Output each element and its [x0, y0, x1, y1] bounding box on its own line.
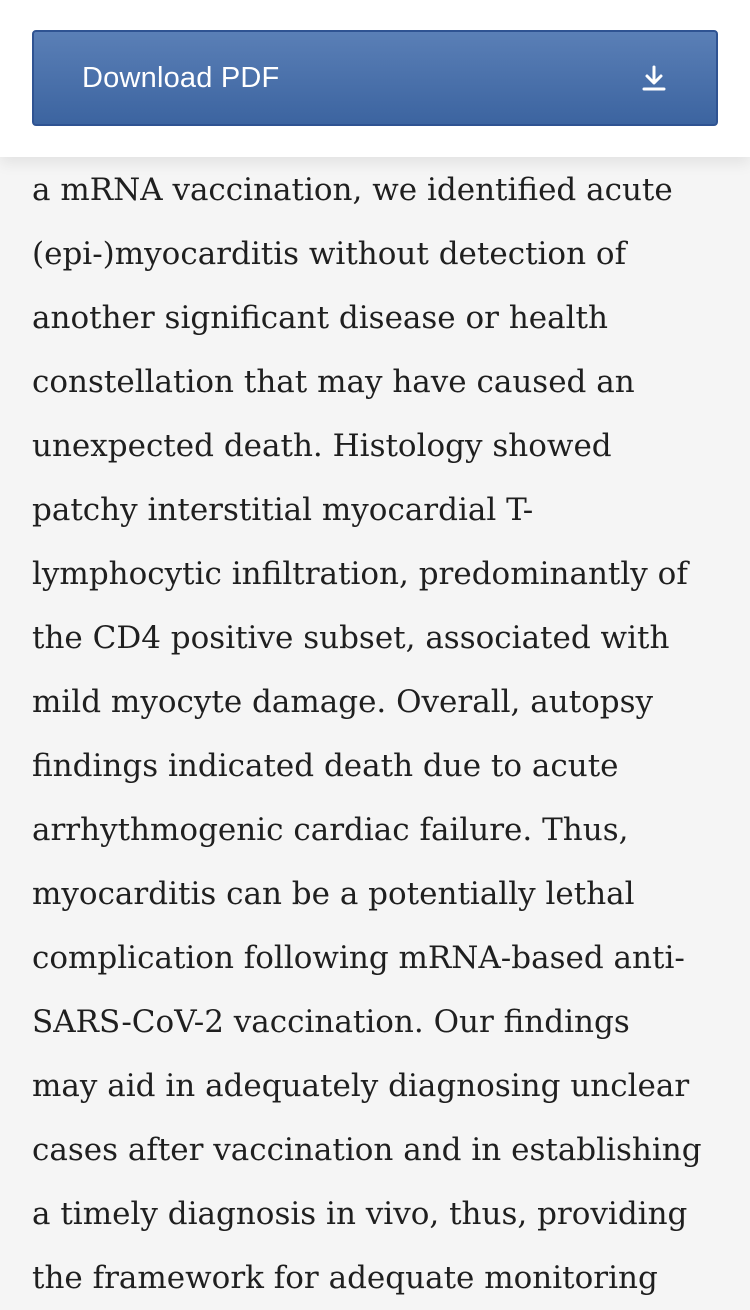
article-line: myocarditis can be a potentially lethal [32, 876, 635, 912]
article-line: a mRNA vaccination, we identified acute [32, 172, 673, 208]
article-line: mild myocyte damage. Overall, autopsy [32, 684, 654, 720]
article-line: cases after vaccination and in establishing [32, 1132, 702, 1168]
article-text [32, 158, 722, 1310]
article-line: the framework for adequate monitoring [32, 1260, 658, 1296]
article-line: another significant disease or health [32, 300, 608, 336]
article-line: a timely diagnosis in vivo, thus, providing [32, 1196, 688, 1232]
download-icon [640, 64, 668, 92]
download-pdf-label: Download PDF [82, 61, 280, 94]
article-line: the CD4 positive subset, associated with [32, 620, 670, 656]
article-line: lymphocytic infiltration, predominantly of [32, 556, 688, 592]
article-line: complication following mRNA-based anti- [32, 940, 685, 976]
article-line: patchy interstitial myocardial T- [32, 492, 534, 528]
article-line: may aid in adequately diagnosing unclear [32, 1068, 690, 1104]
article-line: arrhythmogenic cardiac failure. Thus, [32, 812, 629, 848]
download-pdf-button[interactable] [32, 30, 718, 126]
article-line: (epi-)myocarditis without detection of [32, 236, 627, 272]
article-line: constellation that may have caused an [32, 364, 635, 400]
article-line: SARS-CoV-2 vaccination. Our findings [32, 1004, 630, 1040]
top-bar [0, 0, 750, 157]
article-line: unexpected death. Histology showed [32, 428, 612, 464]
article-line: findings indicated death due to acute [32, 748, 619, 784]
